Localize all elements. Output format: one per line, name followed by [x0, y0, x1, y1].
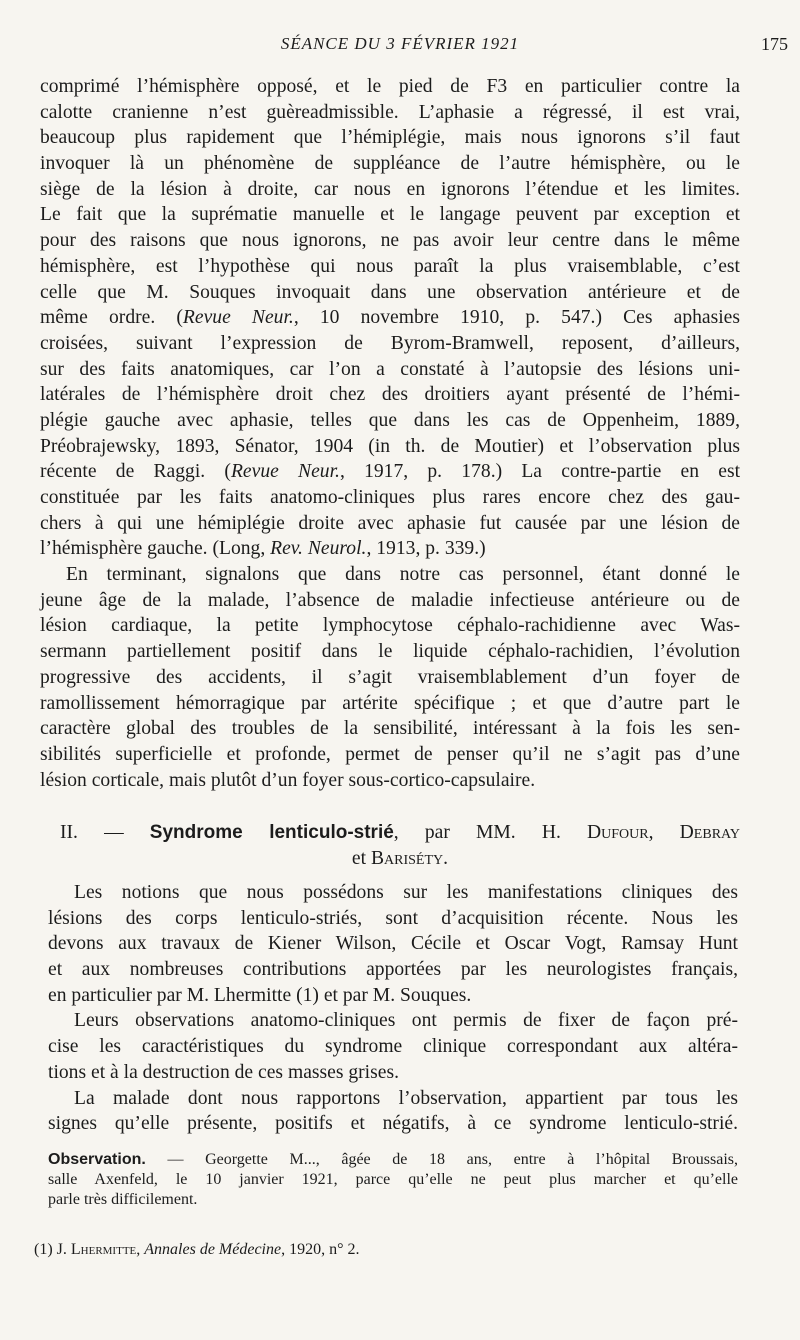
text-line: beaucoup plus rapidement que l’hémiplégie, mais nous ignorons s’il faut: [40, 127, 740, 149]
observation-block: [48, 1150, 738, 1210]
text-line: calotte cranienne n’est guèreadmissible. L’aphasie a régressé, il est vrai,: [40, 101, 740, 123]
ref-text: , 1913, p. 339.): [366, 538, 486, 560]
text-line-reference: [40, 305, 740, 331]
footnote: [34, 1240, 734, 1260]
text-line: lésions des corps lenticulo-striés, sont d’acquisition récente. Nous les: [48, 907, 738, 929]
text-line: invoquer là un phénomène de suppléance de l’autre hémisphère, ou le: [40, 153, 740, 175]
text-line: signes qu’elle présente, positifs et négatifs, à ce syndrome lenticulo-strié.: [48, 1113, 738, 1135]
footnote-author: J. Lhermitte,: [52, 1241, 145, 1258]
ref-text: , 1917, p. 178.) La contre-partie en est: [339, 461, 741, 483]
text-line: cise les caractéristiques du syndrome clinique correspondant aux altéra-: [48, 1036, 738, 1058]
observation-label: Observation.: [48, 1151, 146, 1168]
text-line: sur des faits anatomiques, car l’on a constaté à l’autopsie des lésions uni-: [40, 358, 740, 380]
text-line: ramollissement hémorragique par artérite spécifique ; et que d’autre part le: [40, 692, 740, 714]
journal-title: Revue Neur.: [230, 461, 340, 483]
text-line: Les notions que nous possédons sur les manifestations cliniques des: [74, 882, 738, 903]
text-line-reference: [40, 536, 740, 562]
text-line: sibilités superficielle et profonde, permet de penser qu’il ne s’agit pas d’une: [40, 743, 740, 765]
section-heading: [60, 820, 740, 872]
ref-text: même ordre. (: [40, 307, 183, 329]
text-line: salle Axenfeld, le 10 janvier 1921, parce qu’elle ne peut plus marcher et qu’elle: [48, 1171, 738, 1188]
ref-text: récente de Raggi. (: [40, 461, 231, 483]
ref-text: l’hémisphère gauche. (Long,: [40, 538, 271, 560]
text-line: et aux nombreuses contributions apportées par les neurologistes français,: [48, 959, 738, 981]
section-number: II. —: [60, 822, 124, 843]
running-head-title: SÉANCE DU 3 FÉVRIER 1921: [280, 34, 520, 53]
section-heading-line: [60, 846, 740, 872]
text-line: progressive des accidents, il s’agit vraisemblablement d’un foyer de: [40, 666, 740, 688]
text-line: devons aux travaux de Kiener Wilson, Cécile et Oscar Vogt, Ramsay Hunt: [48, 933, 738, 955]
text-line: [48, 1150, 738, 1170]
running-head: [0, 34, 800, 58]
ref-text: , 10 novembre 1910, p. 547.) Ces aphasies: [293, 307, 741, 329]
section-end: .: [443, 848, 449, 869]
author-separator: ,: [648, 822, 680, 843]
author-name: Debray: [679, 822, 740, 843]
text-line: jeune âge de la malade, l’absence de maladie infectieuse antérieure ou de: [40, 589, 740, 611]
text-line: plégie gauche avec aphasie, telles que dans les cas de Oppenheim, 1889,: [40, 409, 740, 431]
text-line: constituée par les faits anatomo-cliniques plus rares encore chez des gau-: [40, 487, 740, 508]
text-line: lésion corticale, mais plutôt d’un foyer sous-cortico-capsulaire.: [40, 769, 536, 791]
text-line: pour des raisons que nous ignorons, ne pas avoir leur centre dans le même: [40, 230, 740, 252]
text-line: comprimé l’hémisphère opposé, et le pied de F3 en particulier contre la: [40, 76, 740, 97]
footnote-marker: (1): [34, 1241, 53, 1258]
text-line: En terminant, signalons que dans notre cas personnel, étant donné le: [66, 564, 740, 586]
author-name: Dufour: [587, 822, 649, 843]
text-line-reference: [40, 459, 740, 485]
section-body: [48, 880, 738, 1137]
text-line: latérales de l’hémisphère droit chez des droitiers ayant présenté de l’hémi-: [40, 384, 740, 406]
author-and: et: [351, 848, 371, 869]
journal-title: Revue Neur.: [182, 307, 294, 329]
text-line: La malade dont nous rapportons l’observation, appartient par tous les: [74, 1087, 738, 1109]
journal-title: Rev. Neurol.: [270, 538, 367, 560]
text-line: Le fait que la suprématie manuelle et le langage peuvent par exception et: [40, 204, 740, 226]
text-line: hémisphère, est l’hypothèse qui nous paraît la plus vraisemblable, c’est: [40, 255, 740, 277]
text-line: siège de la lésion à droite, car nous en ignorons l’étendue et les limites.: [40, 178, 740, 200]
section-title: Syndrome lenticulo-strié: [149, 822, 394, 843]
text-line: chers à qui une hémiplégie droite avec aphasie fut causée par une lésion de: [40, 512, 740, 534]
text-line: croisées, suivant l’expression de Byrom-Bramwell, reposent, d’ailleurs,: [40, 332, 740, 354]
text-line: caractère global des troubles de la sensibilité, intéressant à la fois les sen-: [40, 718, 740, 740]
section-by: , par MM. H.: [393, 822, 588, 843]
text-line: Leurs observations anatomo-cliniques ont permis de fixer de façon pré-: [74, 1010, 738, 1032]
observation-text: — Georgette M..., âgée de 18 ans, entre à l’hôpital Broussais,: [145, 1151, 738, 1168]
text-line: parle très difficilement.: [48, 1191, 198, 1208]
author-name: Bariséty: [370, 848, 444, 869]
footnote-journal: Annales de Médecine: [144, 1241, 282, 1258]
footnote-rest: , 1920, n° 2.: [281, 1241, 360, 1258]
text-line: sermann partiellement positif dans le liquide céphalo-rachidien, l’évolution: [40, 641, 740, 663]
page-number: 175: [761, 34, 788, 54]
text-line: Préobrajewsky, 1893, Sénator, 1904 (in th. de Moutier) et l’observation plus: [40, 435, 740, 457]
text-line: en particulier par M. Lhermitte (1) et par M. Souques.: [48, 984, 472, 1006]
section-heading-line: [60, 820, 740, 846]
text-line: lésion cardiaque, la petite lymphocytose céphalo-rachidienne avec Was-: [40, 615, 740, 637]
paragraph-aphasia-discussion: [40, 74, 740, 793]
text-line: tions et à la destruction de ces masses grises.: [48, 1061, 399, 1083]
text-line: celle que M. Souques invoquait dans une observation antérieure et de: [40, 281, 740, 303]
